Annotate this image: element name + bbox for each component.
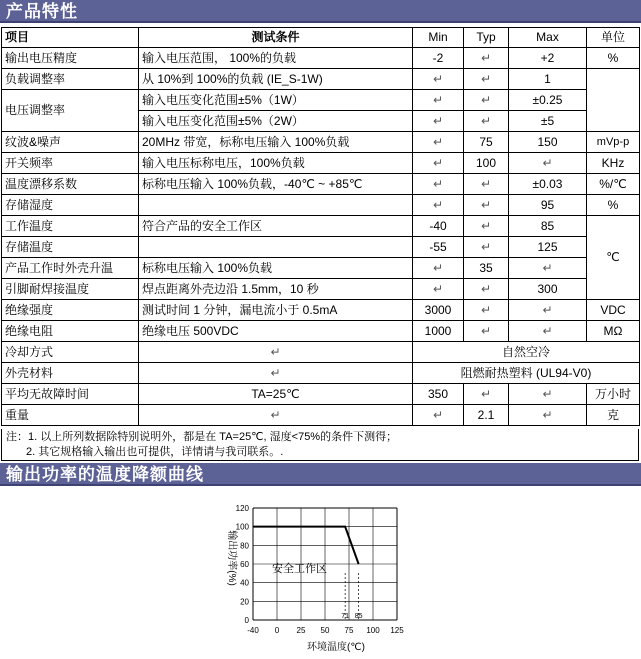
row-min: 350: [413, 384, 464, 405]
empty-cell-mark: ↵: [413, 111, 464, 132]
y-tick-label: 20: [240, 597, 249, 607]
x-tick-label: 50: [320, 626, 330, 635]
table-row: [2, 48, 640, 69]
row-unit: %: [587, 48, 640, 69]
row-max: 95: [509, 195, 587, 216]
row-min: -40: [413, 216, 464, 237]
x-mark-label: 85: [354, 613, 363, 620]
empty-cell-mark: ↵: [464, 384, 509, 405]
row-item: 纹波&噪声: [2, 132, 139, 153]
row-condition: 测试时间 1 分钟，漏电流小于 0.5mA: [139, 300, 413, 321]
row-min: 3000: [413, 300, 464, 321]
empty-cell-mark: ↵: [464, 90, 509, 111]
row-condition: [139, 237, 413, 258]
x-tick-label: 25: [296, 626, 306, 635]
empty-cell-mark: ↵: [509, 258, 587, 279]
row-item: 输出电压精度: [2, 48, 139, 69]
table-row: [2, 195, 640, 216]
row-typ: 100: [464, 153, 509, 174]
empty-cell-mark: ↵: [464, 111, 509, 132]
empty-cell-mark: ↵: [413, 195, 464, 216]
row-unit: 克: [587, 405, 640, 426]
empty-cell-mark: ↵: [413, 153, 464, 174]
row-item: 绝缘强度: [2, 300, 139, 321]
derating-chart: [200, 495, 420, 655]
row-item: 引脚耐焊接温度: [2, 279, 139, 300]
row-condition: 标称电压输入 100%负载，-40℃ ~ +85℃: [139, 174, 413, 195]
empty-cell-mark: ↵: [413, 69, 464, 90]
row-unit: MΩ: [587, 321, 640, 342]
table-row: [2, 132, 640, 153]
empty-cell-mark: ↵: [464, 300, 509, 321]
row-min: 1000: [413, 321, 464, 342]
row-item: 温度漂移系数: [2, 174, 139, 195]
empty-cell-mark: ↵: [413, 279, 464, 300]
empty-cell-mark: ↵: [464, 48, 509, 69]
y-tick-label: 80: [240, 541, 249, 551]
table-row: [2, 363, 640, 384]
row-item: 产品工作时外壳升温: [2, 258, 139, 279]
row-max: ±5: [509, 111, 587, 132]
row-max: 125: [509, 237, 587, 258]
empty-cell-mark: ↵: [464, 195, 509, 216]
row-value: 自然空冷: [413, 342, 640, 363]
x-tick-label: 75: [344, 626, 354, 635]
empty-cell-mark: ↵: [413, 405, 464, 426]
safe-area-label: 安全工作区: [272, 563, 327, 575]
row-condition: 20MHz 带宽，标称电压输入 100%负载: [139, 132, 413, 153]
row-min: -55: [413, 237, 464, 258]
section-title-derating-curve: 输出功率的温度降额曲线: [0, 463, 641, 486]
row-unit: mVp-p: [587, 132, 640, 153]
row-unit: VDC: [587, 300, 640, 321]
table-notes: [1, 429, 639, 461]
x-tick-label: -40: [247, 626, 259, 635]
section-title-product-features: 产品特性: [0, 0, 641, 23]
row-condition: [139, 195, 413, 216]
row-condition: 输入电压变化范围±5%（2W）: [139, 111, 413, 132]
x-mark-label: 71: [341, 613, 350, 620]
row-item: 负载调整率: [2, 69, 139, 90]
empty-cell-mark: ↵: [139, 342, 413, 363]
row-condition: 焊点距离外壳边沿 1.5mm，10 秒: [139, 279, 413, 300]
row-unit: %/℃: [587, 174, 640, 195]
empty-cell-mark: ↵: [464, 321, 509, 342]
y-axis-label: 输出功率(%): [226, 530, 237, 586]
row-condition: 输入电压标称电压，100%负载: [139, 153, 413, 174]
y-tick-label: 40: [240, 578, 249, 588]
row-condition: 符合产品的安全工作区: [139, 216, 413, 237]
y-tick-label: 100: [235, 522, 249, 532]
row-value: 阻燃耐热塑料 (UL94-V0): [413, 363, 640, 384]
empty-cell-mark: ↵: [413, 90, 464, 111]
row-item: 开关频率: [2, 153, 139, 174]
row-condition: TA=25℃: [139, 384, 413, 405]
empty-cell-mark: ↵: [464, 216, 509, 237]
y-tick-label: 0: [244, 616, 249, 625]
x-tick-labels: [247, 626, 404, 635]
empty-cell-mark: ↵: [509, 300, 587, 321]
empty-cell-mark: ↵: [509, 153, 587, 174]
table-row: [2, 153, 640, 174]
empty-cell-mark: ↵: [464, 174, 509, 195]
row-max: ±0.03: [509, 174, 587, 195]
note-2: 2. 其它规格输入输出也可提供，详情请与我司联系。.: [26, 446, 284, 458]
row-condition: 标称电压输入 100%负载: [139, 258, 413, 279]
header-unit: 单位: [587, 28, 640, 48]
row-condition: 从 10%到 100%的负载 (IE_S-1W): [139, 69, 413, 90]
x-tick-label: 100: [366, 626, 380, 635]
table-row: [2, 237, 640, 258]
row-typ: 75: [464, 132, 509, 153]
table-row: [2, 300, 640, 321]
x-tick-label: 0: [274, 626, 280, 635]
row-typ: 2.1: [464, 405, 509, 426]
row-typ: 35: [464, 258, 509, 279]
row-condition: 输入电压范围， 100%的负载: [139, 48, 413, 69]
table-row: [2, 258, 640, 279]
empty-cell-mark: ↵: [464, 69, 509, 90]
row-unit: KHz: [587, 153, 640, 174]
x-marks: [341, 573, 362, 620]
empty-cell-mark: ↵: [413, 132, 464, 153]
row-item: 工作温度: [2, 216, 139, 237]
row-unit: 万小时: [587, 384, 640, 405]
empty-cell-mark: ↵: [413, 174, 464, 195]
row-item: 平均无故障时间: [2, 384, 139, 405]
table-row: [2, 90, 640, 111]
x-axis-label: 环境温度(℃): [307, 642, 365, 653]
table-row: [2, 321, 640, 342]
table-header-row: [2, 28, 640, 48]
empty-cell-mark: ↵: [464, 237, 509, 258]
header-min: Min: [413, 28, 464, 48]
row-item: 电压调整率: [2, 90, 139, 132]
row-item: 存储湿度: [2, 195, 139, 216]
row-max: 85: [509, 216, 587, 237]
row-item: 存储温度: [2, 237, 139, 258]
table-row: [2, 216, 640, 237]
header-condition: 测试条件: [139, 28, 413, 48]
table-row: [2, 174, 640, 195]
header-item: 项目: [2, 28, 139, 48]
row-max: 1: [509, 69, 587, 90]
y-tick-label: 60: [240, 560, 249, 569]
row-max: 300: [509, 279, 587, 300]
empty-cell-mark: ↵: [139, 363, 413, 384]
x-tick-label: 125: [390, 626, 404, 635]
row-unit: %: [587, 195, 640, 216]
row-condition: 输入电压变化范围±5%（1W）: [139, 90, 413, 111]
row-min: -2: [413, 48, 464, 69]
empty-cell-mark: ↵: [509, 405, 587, 426]
empty-cell-mark: ↵: [509, 321, 587, 342]
row-unit: ℃: [587, 216, 640, 300]
y-tick-label: 120: [235, 504, 249, 513]
table-row: [2, 279, 640, 300]
row-max: +2: [509, 48, 587, 69]
row-max: ±0.25: [509, 90, 587, 111]
empty-cell-mark: ↵: [464, 279, 509, 300]
empty-cell-mark: ↵: [139, 405, 413, 426]
table-row: [2, 384, 640, 405]
row-condition: 绝缘电压 500VDC: [139, 321, 413, 342]
row-item: 重量: [2, 405, 139, 426]
table-row: [2, 342, 640, 363]
row-max: 150: [509, 132, 587, 153]
table-row: [2, 69, 640, 90]
row-item: 冷却方式: [2, 342, 139, 363]
empty-cell-mark: ↵: [413, 258, 464, 279]
empty-cell-mark: ↵: [509, 384, 587, 405]
table-row: [2, 405, 640, 426]
header-max: Max: [509, 28, 587, 48]
header-typ: Typ: [464, 28, 509, 48]
row-unit: [587, 69, 640, 132]
row-item: 绝缘电阻: [2, 321, 139, 342]
spec-table: [1, 27, 640, 426]
row-item: 外壳材料: [2, 363, 139, 384]
note-1: 注：1. 以上所列数据除特别说明外，都是在 TA=25℃, 湿度<75%的条件下测得；: [6, 431, 398, 443]
